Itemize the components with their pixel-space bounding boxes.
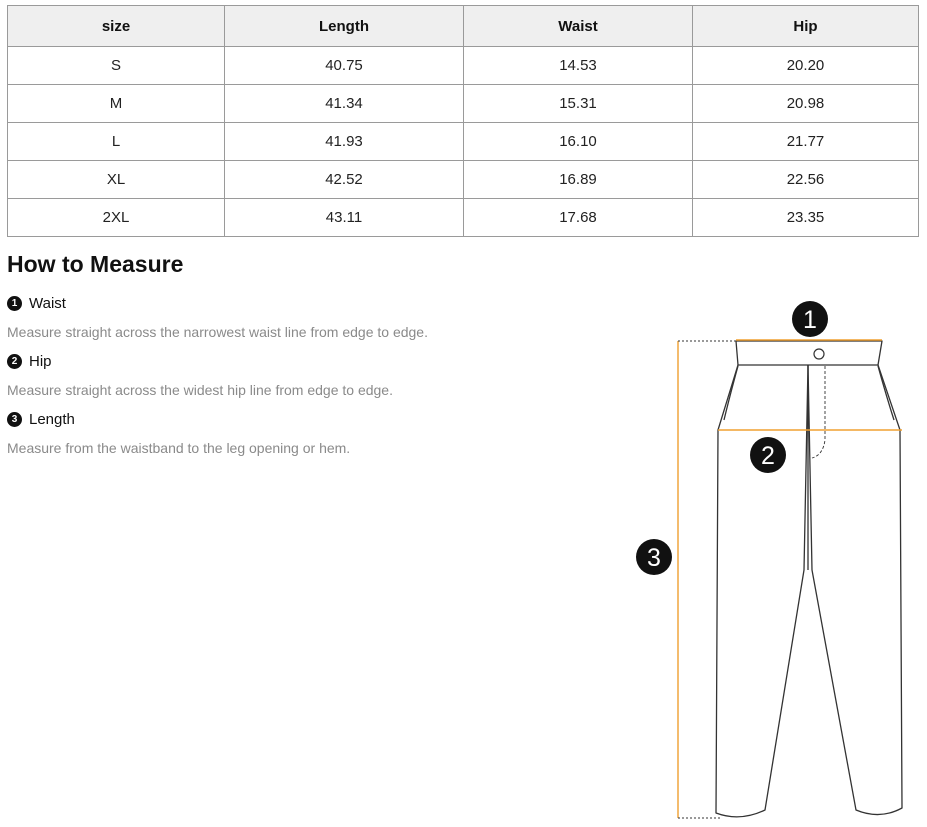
left-leg [716,365,808,817]
cell-waist: 14.53 [464,47,693,85]
cell-hip: 23.35 [693,199,919,237]
cell-length: 42.52 [225,161,464,199]
cell-waist: 15.31 [464,85,693,123]
cell-size: L [8,123,225,161]
step-description: Measure straight across the narrowest waist line from edge to edge. [7,324,428,340]
header-length: Length [225,6,464,47]
step-length [7,411,75,428]
step-description: Measure straight across the widest hip line from edge to edge. [7,382,393,398]
table-row [8,123,919,161]
right-pocket [878,366,894,420]
cell-size: 2XL [8,199,225,237]
table-row [8,199,919,237]
step-number-badge: 2 [7,354,22,369]
waistband [736,341,882,365]
step-number-badge: 1 [7,296,22,311]
cell-hip: 20.98 [693,85,919,123]
cell-size: S [8,47,225,85]
step-description: Measure from the waistband to the leg opening or hem. [7,440,351,456]
cell-waist: 16.10 [464,123,693,161]
table-header-row [8,6,919,47]
cell-size: M [8,85,225,123]
right-leg [808,365,902,815]
cell-size: XL [8,161,225,199]
cell-waist: 17.68 [464,199,693,237]
cell-hip: 21.77 [693,123,919,161]
cell-length: 41.93 [225,123,464,161]
step-label: Length [29,411,75,428]
cell-length: 41.34 [225,85,464,123]
cell-hip: 22.56 [693,161,919,199]
cell-hip: 20.20 [693,47,919,85]
fly-stitch [812,366,825,458]
marker-waist [792,301,828,337]
marker-number: 2 [761,442,775,470]
table-row [8,161,919,199]
size-chart-table [7,5,919,237]
table-row [8,85,919,123]
cell-length: 40.75 [225,47,464,85]
step-number-badge: 3 [7,412,22,427]
step-waist [7,295,66,312]
marker-length [636,539,672,575]
header-hip: Hip [693,6,919,47]
button-icon [814,349,824,359]
step-label: Hip [29,353,52,370]
cell-length: 43.11 [225,199,464,237]
how-to-measure-title: How to Measure [7,251,184,277]
step-label: Waist [29,295,66,312]
marker-number: 3 [647,544,661,572]
header-waist: Waist [464,6,693,47]
pants-outline [716,341,902,817]
header-size: size [8,6,225,47]
marker-number: 1 [803,306,817,334]
marker-hip [750,437,786,473]
table-row [8,47,919,85]
step-hip [7,353,52,370]
cell-waist: 16.89 [464,161,693,199]
left-pocket [724,366,738,420]
pants-measurement-diagram [620,290,920,825]
